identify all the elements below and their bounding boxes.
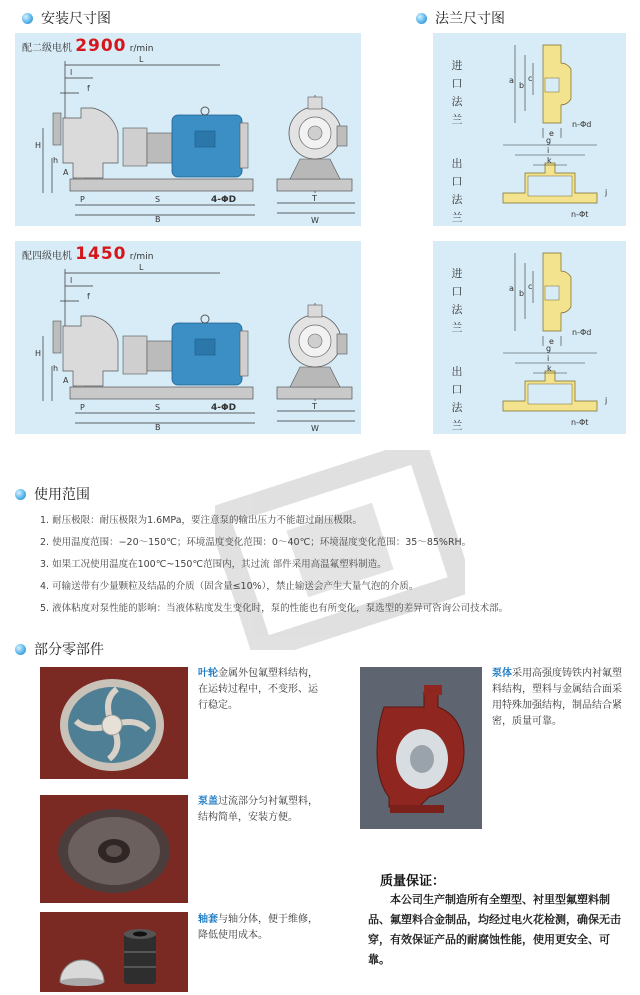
svg-text:g: g <box>546 344 552 353</box>
svg-text:j: j <box>605 396 608 405</box>
svg-text:B: B <box>155 215 161 224</box>
svg-text:W: W <box>311 216 319 225</box>
svg-text:c: c <box>528 282 533 291</box>
flange-section-title: 法兰尺寸图 <box>416 8 505 28</box>
svg-text:H: H <box>35 141 42 150</box>
svg-text:l: l <box>70 68 73 77</box>
svg-text:L: L <box>139 263 144 272</box>
svg-text:i: i <box>547 354 550 363</box>
svg-text:f: f <box>87 84 90 93</box>
bullet-icon <box>22 13 33 24</box>
svg-text:P: P <box>80 195 85 204</box>
svg-text:b: b <box>519 81 525 90</box>
list-item: 5. 液体粘度对泵性能的影响：当液体粘度发生变化时，泵的性能也有所变化，泵选型的差异可咨询公司技术部。 <box>40 603 509 614</box>
svg-text:h: h <box>53 156 59 165</box>
pump-body-description: 泵体采用高强度铸铁内衬氟塑料结构，塑料与金属结合面采用特殊加强结构，制品结合紧密，质量可靠。 <box>492 668 622 727</box>
svg-text:h: h <box>53 364 59 373</box>
list-item: 3. 如果工况使用温度在100℃~150℃范围内，其过流 部件采用高温氟塑料制造。 <box>40 559 387 570</box>
outlet-flange-label: 出口法兰 <box>451 365 463 432</box>
list-item: 4. 可输送带有少量颗粒及结晶的介质（固含量≤10%），禁止输送会产生大量气泡的介质。 <box>40 581 419 592</box>
flange-panel-2 <box>433 241 626 434</box>
usage-section-title: 使用范围 <box>15 484 90 504</box>
svg-text:n-Φt: n-Φt <box>571 210 589 219</box>
pump-body-image <box>360 667 482 829</box>
svg-text:c: c <box>528 74 533 83</box>
list-item: 2. 使用温度范围：−20～150℃；环境温度变化范围：0～40℃；环境湿度变化范围：35～85%RH。 <box>40 537 472 548</box>
bullet-icon <box>416 13 427 24</box>
svg-text:n-Φt: n-Φt <box>571 418 589 427</box>
svg-text:4-ΦD: 4-ΦD <box>211 403 237 413</box>
parts-section-title: 部分零部件 <box>15 639 104 659</box>
svg-text:T: T <box>312 194 317 203</box>
svg-text:g: g <box>546 136 552 145</box>
flange-drawing <box>433 241 626 434</box>
bullet-icon <box>15 489 26 500</box>
quality-title: 质量保证： <box>380 874 446 889</box>
impeller-image <box>40 667 188 779</box>
svg-text:A: A <box>63 376 69 385</box>
usage-list <box>40 514 508 616</box>
cover-description: 泵盖过流部分匀衬氟塑料，结构简单，安装方便。 <box>198 796 318 823</box>
svg-text:b: b <box>519 289 525 298</box>
svg-text:H: H <box>35 349 42 358</box>
quality-description: 本公司生产制造所有全塑型、衬里型氟塑料制品、氟塑料合金制品，均经过电火花检测，确保无击穿，有效保证产品的耐腐蚀性能，使用更安全、可靠。 <box>368 893 621 966</box>
svg-text:e: e <box>549 129 554 138</box>
install-section-title: 安装尺寸图 <box>22 8 111 28</box>
bullet-icon <box>15 644 26 655</box>
svg-text:4-ΦD: 4-ΦD <box>211 195 237 205</box>
shaft-sleeve-image <box>40 912 188 992</box>
outlet-flange-label: 出口法兰 <box>451 157 463 224</box>
pump-side-view-drawing <box>15 241 361 434</box>
svg-text:L: L <box>139 55 144 64</box>
motor-label: 配二级电机 2900 r/min <box>22 36 154 56</box>
svg-text:k: k <box>547 364 552 373</box>
list-item: 1. 耐压极限：耐压极限为1.6MPa，要注意泵的输出压力不能超过耐压极限。 <box>40 515 363 526</box>
svg-text:A: A <box>63 168 69 177</box>
install-panel-1450 <box>15 241 361 434</box>
motor-label: 配四级电机 1450 r/min <box>22 244 154 264</box>
svg-text:W: W <box>311 424 319 433</box>
svg-text:j: j <box>605 188 608 197</box>
inlet-flange-label: 进口法兰 <box>451 267 463 334</box>
svg-text:a: a <box>509 76 514 85</box>
svg-text:n-Φd: n-Φd <box>572 328 592 337</box>
sleeve-description: 轴套与轴分体，便于维修，降低使用成本。 <box>198 914 318 941</box>
svg-text:B: B <box>155 423 161 432</box>
svg-text:i: i <box>547 146 550 155</box>
impeller-description: 叶轮金属外包氟塑料结构，在运转过程中，不变形、运行稳定。 <box>198 668 318 711</box>
install-panel-2900 <box>15 33 361 226</box>
svg-text:n-Φd: n-Φd <box>572 120 592 129</box>
svg-text:a: a <box>509 284 514 293</box>
flange-panel-1 <box>433 33 626 226</box>
svg-text:f: f <box>87 292 90 301</box>
svg-text:l: l <box>70 276 73 285</box>
svg-text:S: S <box>155 195 161 204</box>
flange-drawing <box>433 33 626 226</box>
svg-text:k: k <box>547 156 552 165</box>
svg-text:e: e <box>549 337 554 346</box>
inlet-flange-label: 进口法兰 <box>451 59 463 126</box>
svg-text:T: T <box>312 402 317 411</box>
pump-cover-image <box>40 795 188 903</box>
pump-side-view-drawing <box>15 33 361 226</box>
svg-text:P: P <box>80 403 85 412</box>
svg-text:S: S <box>155 403 161 412</box>
